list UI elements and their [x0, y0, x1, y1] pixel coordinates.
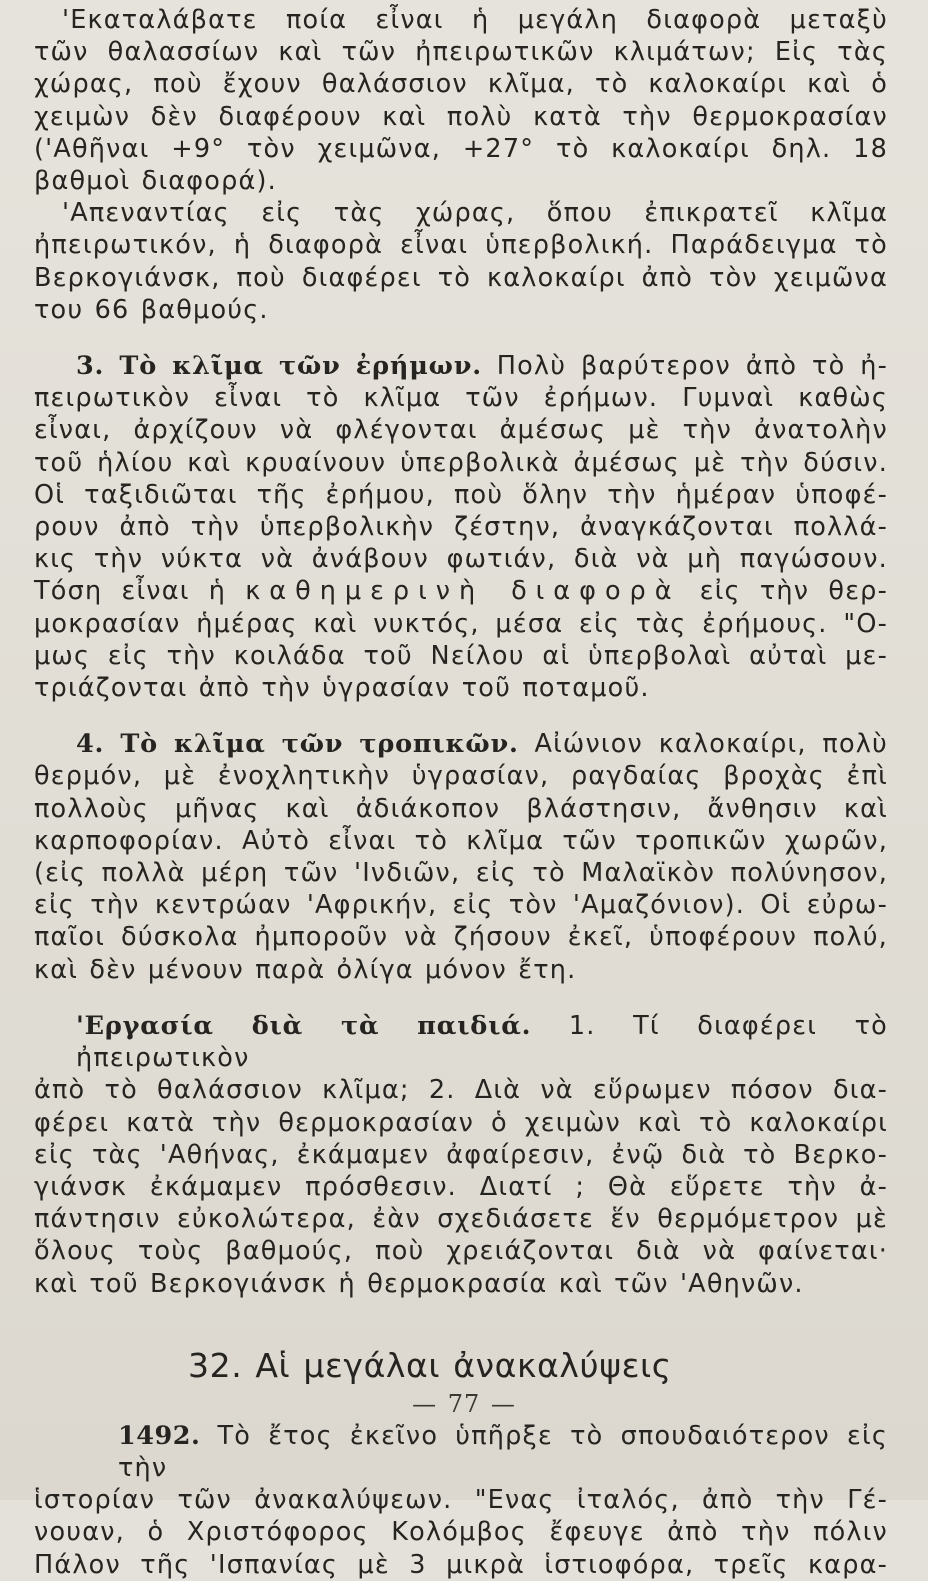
text-line: κις τὴν νύκτα νὰ ἀνάβουν φωτιάν, διὰ νὰ μὴ παγώσουν. [34, 544, 888, 575]
paragraph-1492 [34, 1420, 888, 1581]
text-line: τοῦ ἡλίου καὶ κρυαίνουν ὑπερβολικὰ ἀμέσως μὲ τὴν δύσιν. [34, 447, 888, 478]
paragraph-tropical-climate [34, 728, 888, 986]
text-line: εἰς τὴν κεντρώαν 'Αφρικήν, εἰς τὸν 'Αμαζόνιον). Οἱ εὐρω- [34, 890, 888, 921]
text-line: ρουν ἀπὸ τὴν ὑπερβολικὴν ζέστην, ἀναγκάζονται πολλά- [34, 512, 888, 543]
text-line: γιάνσκ ἐκάμαμεν πρόσθεσιν. Διατί ; Θὰ εὕρετε τὴν ἀ- [34, 1171, 888, 1202]
text-line: ἀπὸ τὸ θαλάσσιον κλῖμα; 2. Διὰ νὰ εὕρωμεν πόσον δια- [34, 1075, 888, 1106]
emphasis-lead: Τόση εἶναι ἡ [34, 576, 227, 607]
text-line: παῖοι δύσκολα ἠμποροῦν νὰ ζήσουν ἐκεῖ, ὑποφέρουν πολύ, [34, 922, 888, 953]
text-line: πειρωτικὸν εἶναι τὸ κλῖμα τῶν ἐρήμων. Γυμναὶ καθὼς [34, 383, 888, 414]
section-heading-exercise: 'Εργασία διὰ τὰ παιδιά. [76, 1010, 532, 1041]
text-line [34, 1420, 888, 1484]
paragraph-continental-contrast [34, 197, 888, 326]
text-line: πολλοὺς μῆνας καὶ ἀδιάκοπον βλάστησιν, ἄνθησιν καὶ [34, 793, 888, 824]
text-line: μοκρασίαν ἡμέρας καὶ νυκτός, μέσα εἰς τὰς ἐρήμους. "Ο- [34, 608, 888, 639]
text-line [34, 1010, 888, 1074]
text-line [34, 728, 888, 760]
text-line: καὶ τοῦ Βερκογιάνσκ ἡ θερμοκρασία καὶ τῶν 'Αθηνῶν. [34, 1268, 804, 1299]
page-number: — 77 — [412, 1390, 516, 1418]
text-line [34, 575, 888, 607]
text-line: φέρει κατὰ τὴν θερμοκρασίαν ὁ χειμὼν καὶ τὸ καλοκαίρι [34, 1107, 888, 1138]
text-line: ἠπειρωτικόν, ἡ διαφορὰ εἶναι ὑπερβολική. Παράδειγμα τὸ [34, 230, 888, 261]
emphasis-tail: εἰς τὴν θερ- [699, 576, 888, 607]
heading-continuation: Πολὺ βαρύτερον ἀπὸ τὸ ἠ- [496, 351, 888, 382]
text-line: Οἱ ταξιδιῶται τῆς ἐρήμου, ποὺ ὅλην τὴν ἡμέραν ὑποφέ- [34, 479, 888, 510]
text-line: καὶ δὲν μένουν παρὰ ὀλίγα μόνον ἔτη. [34, 954, 577, 985]
text-line: μως εἰς τὴν κοιλάδα τοῦ Νείλου αἱ ὑπερβολαὶ αὐταὶ με- [34, 640, 888, 671]
heading-continuation: Αἰώνιον καλοκαίρι, πολὺ [534, 729, 888, 760]
text-line: (εἰς πολλὰ μέρη τῶν 'Ινδιῶν, εἰς τὸ Μαλαϊκὸν πολύνησον, [34, 858, 888, 889]
text-line: χώρας, ποὺ ἔχουν θαλάσσιον κλῖμα, τὸ καλοκαίρι καὶ ὁ [34, 69, 888, 100]
text-line: εἰς τὰς 'Αθήνας, ἐκάμαμεν ἀφαίρεσιν, ἐνῷ διὰ τὸ Βερκο- [34, 1139, 888, 1170]
text-line: πάντησιν εὐκολώτερα, ἐὰν σχεδιάσετε ἕν θερμόμετρον μὲ [34, 1204, 888, 1235]
emphasized-phrase: καθημερινὴ διαφορὰ [245, 576, 681, 607]
text-line: βαθμοὶ διαφορά). [34, 166, 277, 197]
text-line: 'Εκαταλάβατε ποία εἶναι ἡ μεγάλη διαφορὰ μεταξὺ [62, 5, 888, 35]
heading-continuation: 1. Τί διαφέρει τὸ ἠπειρωτικὸν [76, 1010, 888, 1074]
section-heading-desert: 3. Τὸ κλῖμα τῶν ἐρήμων. [76, 351, 482, 382]
text-line: νουαν, ὁ Χριστόφορος Κολόμβος ἔφευγε ἀπὸ τὴν πόλιν [34, 1517, 888, 1548]
text-line: θερμόν, μὲ ἐνοχλητικὴν ὑγρασίαν, ραγδαίας βροχὰς ἐπὶ [34, 761, 888, 792]
text-line: τῶν θαλασσίων καὶ τῶν ἠπειρωτικῶν κλιμάτων; Εἰς τὰς [34, 37, 888, 68]
section-heading-tropics: 4. Τὸ κλῖμα τῶν τροπικῶν. [76, 729, 519, 760]
text-line: χειμὼν δὲν διαφέρουν καὶ πολὺ κατὰ τὴν θερμοκρασίαν [34, 101, 888, 132]
text-line: τριάζονται ἀπὸ τὴν ὑγρασίαν τοῦ ποταμοῦ. [34, 673, 650, 704]
text-line: 'Απεναντίας εἰς τὰς χώρας, ὅπου ἐπικρατεῖ κλῖμα [62, 198, 888, 229]
text-line: ἱστορίαν τῶν ἀνακαλύψεων. "Ενας ἰταλός, ἀπὸ τὴν Γέ- [34, 1485, 888, 1516]
text-line: καρποφορίαν. Αὐτὸ εἶναι τὸ κλῖμα τῶν τροπικῶν χωρῶν, [34, 825, 888, 856]
paragraph-climate-difference [34, 4, 888, 197]
text-line: Πάλον τῆς 'Ισπανίας μὲ 3 μικρὰ ἱστιοφόρα, τρεῖς καρα- [34, 1549, 888, 1580]
heading-continuation: Τὸ ἔτος ἐκεῖνο ὑπῆρξε τὸ σπουδαιότερον εἰς τὴν [118, 1420, 889, 1483]
text-line [34, 350, 888, 382]
text-line: ('Αθῆναι +9° τὸν χειμῶνα, +27° τὸ καλοκαίρι δηλ. 18 [34, 133, 888, 164]
text-line: ὅλους τοὺς βαθμούς, ποὺ χρειάζονται διὰ νὰ φαίνεται· [34, 1236, 888, 1267]
text-line: του 66 βαθμούς. [34, 294, 269, 325]
paragraph-desert-climate [34, 350, 888, 704]
text-line: Βερκογιάνσκ, ποὺ διαφέρει τὸ καλοκαίρι ἀπὸ τὸν χειμῶνα [34, 262, 888, 293]
paragraph-exercise [34, 1010, 888, 1300]
text-line: εἶναι, ἀρχίζουν νὰ φλέγονται ἀμέσως μὲ τὴν ἀνατολὴν [34, 415, 888, 446]
year-heading: 1492. [118, 1420, 201, 1451]
chapter-title: 32. Αἱ μεγάλαι ἀνακαλύψεις [188, 1345, 672, 1385]
